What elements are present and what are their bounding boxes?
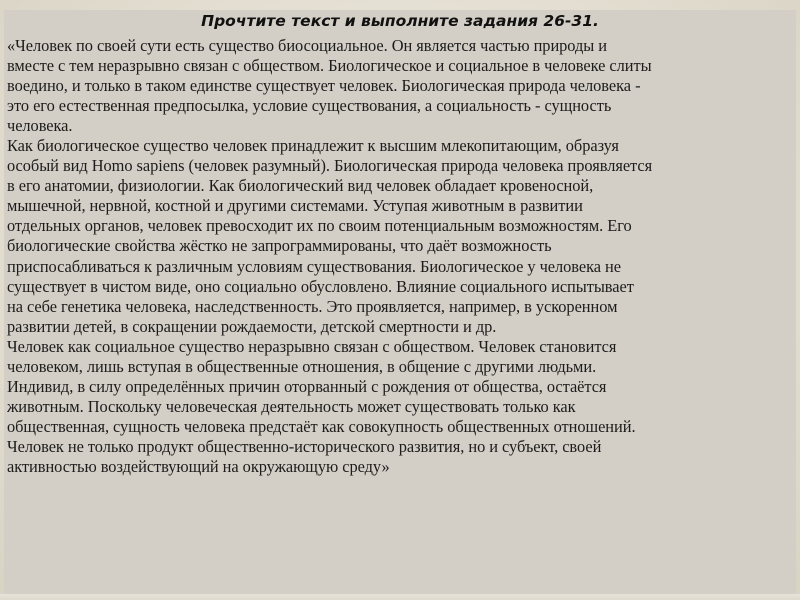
text-line: человека. (7, 116, 73, 136)
text-line: Человек как социальное существо неразрывно связан с обществом. Человек становится (7, 336, 617, 356)
text-line: биологические свойства жёстко не запрограммированы, что даёт возможность (7, 236, 552, 256)
body-text (7, 36, 797, 477)
text-line: Как биологическое существо человек принадлежит к высшим млекопитающим, образуя (7, 136, 619, 156)
bottom-edge (0, 594, 800, 600)
text-line: на себе генетика человека, наследственность. Это проявляется, например, в ускоренном (7, 296, 618, 316)
text-line: существует в чистом виде, оно социально обусловлено. Влияние социального испытывает (7, 276, 634, 296)
text-line: в его анатомии, физиологии. Как биологический вид человек обладает кровеносной, (7, 176, 594, 196)
text-line: мышечной, нервной, костной и другими системами. Уступая животным в развитии (7, 196, 583, 216)
text-line: воедино, и только в таком единстве существует человек. Биологическая природа человека - (7, 76, 641, 96)
text-line: общественная, сущность человека предстаёт как совокупность общественных отношений. (7, 416, 636, 436)
text-line: вместе с тем неразрывно связан с обществом. Биологическое и социальное в человеке слиты (7, 56, 652, 76)
text-line: Человек не только продукт общественно-исторического развития, но и субъект, своей (7, 436, 602, 456)
text-line: приспосабливаться к различным условиям существования. Биологическое у человека не (7, 256, 621, 276)
text-line: активностью воздействующий на окружающую среду» (7, 456, 390, 476)
text-line: человеком, лишь вступая в общественные отношения, в общение с другими людьми. (7, 356, 597, 376)
text-line: особый вид Homo sapiens (человек разумный). Биологическая природа человека проявляется (7, 156, 653, 176)
slide-title: Прочтите текст и выполните задания 26-31. (201, 12, 599, 30)
text-line: развитии детей, в сокращении рождаемости, детской смертности и др. (7, 316, 497, 336)
text-line: «Человек по своей сути есть существо биосоциальное. Он является частью природы и (7, 36, 608, 55)
text-line: животным. Поскольку человеческая деятельность может существовать только как (7, 396, 576, 416)
text-line: Индивид, в силу определённых причин оторванный с рождения от общества, остаётся (7, 376, 607, 396)
text-line: отдельных органов, человек превосходит их по своим потенциальным возможностям. Его (7, 216, 632, 236)
text-line: это его естественная предпосылка, условие существования, а социальность - сущность (7, 96, 612, 116)
